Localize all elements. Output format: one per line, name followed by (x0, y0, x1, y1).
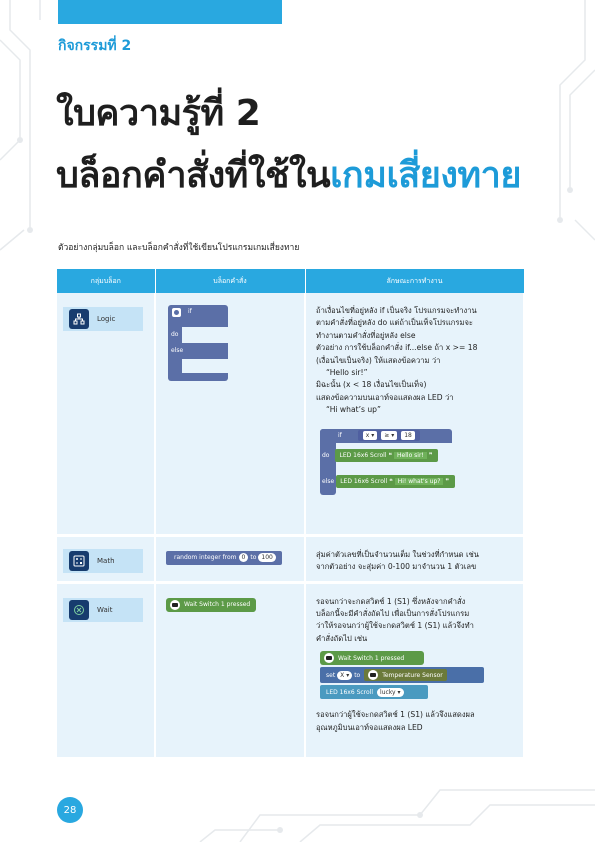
random-label: random integer from (174, 554, 237, 561)
wait-icon (69, 600, 89, 620)
table-row (57, 535, 524, 582)
example-else-row (322, 475, 455, 489)
group-logic (63, 307, 143, 331)
desc-line: บล็อกนี้จะมีคำสั่งถัดไป เพื่อเป็นการสั่งโปรแกรม (316, 608, 470, 618)
block-cell (155, 535, 305, 582)
desc-line: “Hello sir!” (326, 368, 368, 378)
set-label: set (326, 671, 336, 679)
page-title-line2 (56, 150, 521, 202)
operator-dropdown[interactable]: ≥ ▾ (381, 431, 397, 440)
example-do-label: do (322, 452, 330, 460)
desc-line: ถ้าเงื่อนไขที่อยู่หลัง if เป็นจริง โปรแกรมจะทำงาน (316, 306, 477, 315)
number-field[interactable]: 18 (401, 431, 415, 440)
desc-line: ตัวอย่าง การใช้บล็อกคำสั่ง if...else ถ้า x >= 18 (316, 343, 478, 353)
group-math (63, 549, 143, 573)
group-cell (57, 293, 155, 535)
math-description (306, 537, 523, 580)
do-label: do (171, 331, 179, 338)
title-highlight: เกมเสี่ยงทาย (330, 155, 521, 196)
block-cell (155, 582, 305, 758)
example-do-row (322, 449, 438, 463)
close-quote-icon: ❞ (428, 452, 433, 460)
desc-line: รอจนกว่าผู้ใช้จะกดสวิตช์ 1 (S1) แล้วจึงแสดงผล (316, 710, 475, 720)
led-scroll-block (336, 475, 455, 488)
top-accent-bar (58, 0, 282, 24)
page-number: 28 (57, 797, 83, 823)
led-label: LED 16x6 Scroll (326, 688, 374, 696)
wait-example (320, 651, 490, 703)
wait-description-2 (306, 709, 523, 740)
group-label: Wait (97, 605, 113, 614)
gear-icon (172, 308, 181, 317)
desc-line: แสดงข้อความบนเอาท์จอแสดงผล LED ว่า (316, 392, 454, 402)
block-table (57, 269, 525, 760)
text-field[interactable]: Hello sir! (394, 452, 427, 459)
open-quote-icon: ❝ (389, 478, 393, 486)
table-row (57, 293, 524, 535)
header-behavior: ลักษณะการทำงาน (305, 269, 524, 293)
from-field[interactable]: 0 (239, 553, 249, 562)
title-plain: บล็อกคำสั่งที่ใช้ใน (56, 155, 331, 196)
desc-line: สุ่มค่าตัวเลขที่เป็นจำนวนเต็ม ในช่วงที่กำหนด เช่น (316, 549, 479, 559)
activity-label: กิจกรรมที่ 2 (58, 38, 132, 54)
description-cell (305, 293, 524, 535)
group-cell (57, 535, 155, 582)
table-row (57, 582, 524, 758)
group-wait (63, 598, 143, 622)
switch-icon (170, 600, 180, 610)
math-icon (69, 551, 89, 571)
if-else-block[interactable] (168, 305, 240, 381)
sensor-icon (368, 670, 378, 680)
desc-line: ตามคำสั่งที่อยู่หลัง do แต่ถ้าเป็นเท็จโปรแกรมจะ (316, 318, 473, 328)
compare-block (358, 430, 420, 441)
group-label: Math (97, 556, 115, 565)
header-block: บล็อกคำสั่ง (155, 269, 305, 293)
sensor-label: Temperature Sensor (382, 671, 443, 679)
example-set-block (320, 667, 484, 683)
wait-description (306, 584, 523, 648)
else-label: else (171, 347, 184, 354)
temperature-sensor-block (364, 669, 446, 681)
example-led-block (320, 685, 428, 699)
to-label: to (354, 671, 361, 679)
to-field[interactable]: 100 (258, 553, 275, 562)
example-else-label: else (322, 478, 335, 486)
switch-icon (324, 653, 334, 663)
desc-line: รอจนกว่าจะกดสวิตช์ 1 (S1) ซึ่งหลังจากคำสั่ง (316, 596, 466, 606)
intro-text: ตัวอย่างกลุ่มบล็อก และบล็อกคำสั่งที่ใช้เขียนโปรแกรมเกมเสี่ยงทาย (58, 243, 300, 253)
led-scroll-block (335, 449, 438, 462)
desc-line: ว่าให้รอจนกว่าผู้ใช้จะกดสวิตช์ 1 (S1) แล้วจึงทำ (316, 621, 474, 631)
var-dropdown[interactable]: x ▾ (363, 431, 377, 440)
close-quote-icon: ❞ (445, 478, 449, 486)
block-cell (155, 293, 305, 535)
desc-line: “Hi what’s up” (326, 405, 381, 415)
example-if-row (320, 429, 452, 443)
header-group: กลุ่มบล็อก (57, 269, 155, 293)
wait-label: Wait Switch 1 pressed (184, 601, 251, 608)
logic-description (306, 293, 523, 423)
text-field[interactable]: Hi! what's up? (395, 478, 444, 485)
desc-line: คำสั่งถัดไป เช่น (316, 633, 368, 643)
group-label: Logic (97, 315, 116, 323)
if-else-example (320, 429, 510, 495)
table-header-row (57, 269, 524, 293)
example-if-label: if (338, 432, 342, 440)
led-label: LED 16x6 Scroll (340, 478, 388, 486)
page-title-line1: ใบความรู้ที่ 2 (56, 93, 261, 134)
group-cell (57, 582, 155, 758)
example-wait-label: Wait Switch 1 pressed (338, 654, 405, 662)
if-label: if (188, 308, 192, 315)
logic-icon (69, 309, 89, 329)
random-integer-block[interactable] (166, 551, 282, 565)
open-quote-icon: ❝ (388, 452, 393, 460)
to-label: to (250, 554, 257, 561)
led-label: LED 16x6 Scroll (339, 452, 387, 460)
desc-line: มิฉะนั้น (x < 18 เงื่อนไขเป็นเท็จ) (316, 380, 427, 390)
description-cell (305, 582, 524, 758)
desc-line: จากตัวอย่าง จะสุ่มค่า 0-100 มาจำนวน 1 ตัวเลข (316, 561, 477, 571)
text-dropdown[interactable]: lucky ▾ (377, 688, 404, 697)
desc-line: (เงื่อนไขเป็นจริง) ให้แสดงข้อความ ว่า (316, 355, 441, 365)
desc-line: อุณหภูมิบนเอาท์จอแสดงผล LED (316, 722, 423, 732)
wait-switch-block[interactable] (166, 598, 256, 612)
desc-line: ทำงานตามคำสั่งที่อยู่หลัง else (316, 330, 416, 340)
example-wait-block (320, 651, 424, 665)
var-dropdown[interactable]: X ▾ (337, 671, 352, 680)
description-cell (305, 535, 524, 582)
